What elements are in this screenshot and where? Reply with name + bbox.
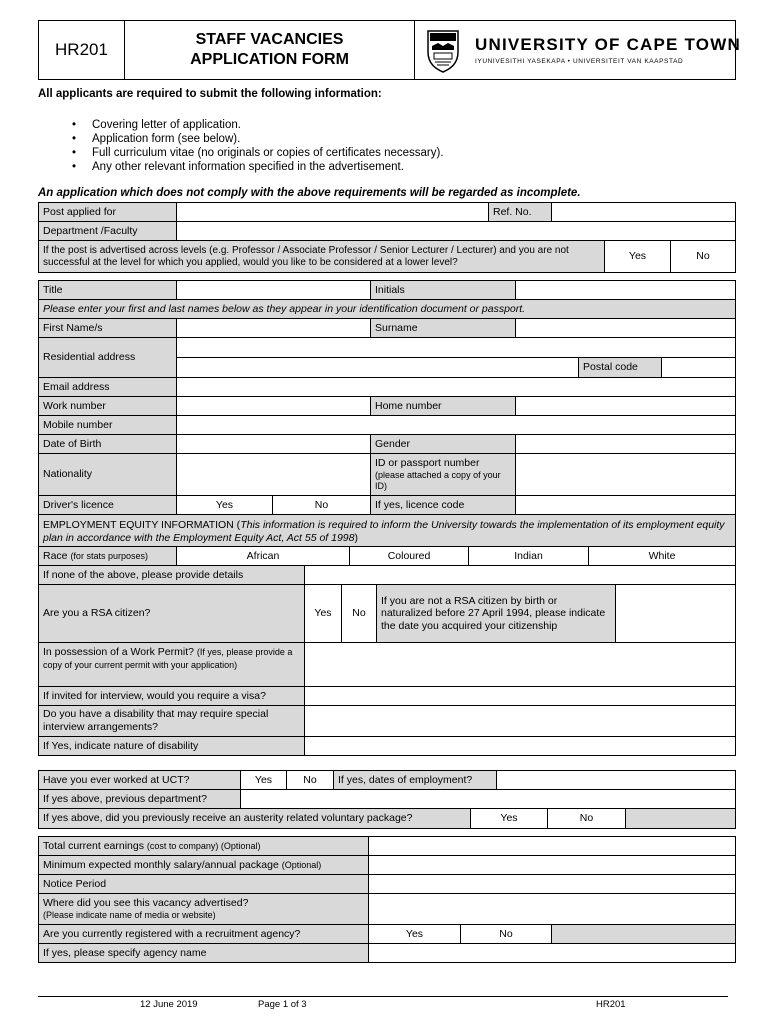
min-salary-label <box>38 855 369 875</box>
university-subtitle: IYUNIVESITHI YASEKAPA • UNIVERSITEIT VAN KAAPSTAD <box>475 58 684 65</box>
dob-field[interactable] <box>176 434 371 454</box>
form-code: HR201 <box>55 40 108 59</box>
ee-title: EMPLOYMENT EQUITY INFORMATION ( <box>43 519 241 531</box>
list-item: • Full curriculum vitae (no originals or copies of certificates necessary). <box>72 147 444 159</box>
warning-text: An application which does not comply with the above requirements will be regarded as incomplete. <box>38 187 581 199</box>
disability-nature-field[interactable] <box>304 736 736 756</box>
footer-date: 12 June 2019 <box>140 999 198 1010</box>
form-code-box <box>38 20 125 80</box>
post-applied-field[interactable] <box>176 202 489 222</box>
work-number-label: Work number <box>38 396 177 416</box>
first-name-label: First Name/s <box>38 318 177 338</box>
surname-field[interactable] <box>515 318 736 338</box>
work-permit-note: (If yes, please provide a copy of your current permit with your application) <box>43 647 293 670</box>
drivers-licence-no[interactable]: No <box>272 495 371 515</box>
university-name: UNIVERSITY OF CAPE TOWN <box>475 35 741 54</box>
lower-level-yes[interactable]: Yes <box>604 240 671 273</box>
residential-address-field-1[interactable] <box>176 337 736 358</box>
department-label: Department /Faculty <box>38 221 177 241</box>
employment-dates-label: If yes, dates of employment? <box>333 770 497 790</box>
worked-uct-yes[interactable]: Yes <box>240 770 287 790</box>
lower-level-question: If the post is advertised across levels (e.g. Professor / Associate Professor / Senior Lecturer / Lecturer) and you are not successful at the level for which you applied, would you like to be considered at a lower level? <box>38 240 605 273</box>
earnings-field[interactable] <box>368 836 736 856</box>
visa-field[interactable] <box>304 686 736 706</box>
work-permit-title: In possession of a Work Permit? <box>43 646 194 658</box>
earnings-note: (cost to company) (Optional) <box>146 840 261 851</box>
previous-department-label: If yes above, previous department? <box>38 789 241 809</box>
work-permit-field[interactable] <box>304 642 736 687</box>
title-line-1: STAFF VACANCIES <box>195 31 344 48</box>
min-salary-title: Minimum expected monthly salary/annual package <box>43 858 279 871</box>
mobile-number-field[interactable] <box>176 415 736 435</box>
citizenship-date-label: If you are not a RSA citizen by birth or naturalized before 27 April 1994, please indicate the date you acquired your citizenship <box>376 584 616 643</box>
nationality-label: Nationality <box>38 453 177 496</box>
notice-period-field[interactable] <box>368 874 736 894</box>
race-white[interactable]: White <box>588 546 736 566</box>
previous-department-field[interactable] <box>240 789 736 809</box>
gender-label: Gender <box>370 434 516 454</box>
employment-equity-header <box>38 514 736 547</box>
visa-label: If invited for interview, would you require a visa? <box>38 686 305 706</box>
race-indian[interactable]: Indian <box>468 546 589 566</box>
work-permit-label <box>38 642 305 687</box>
min-salary-field[interactable] <box>368 855 736 875</box>
recruitment-agency-yes[interactable]: Yes <box>368 924 461 944</box>
requirements-list <box>72 118 444 174</box>
race-coloured[interactable]: Coloured <box>349 546 469 566</box>
residential-address-field-2[interactable] <box>176 357 579 378</box>
id-number-field[interactable] <box>515 453 736 496</box>
worked-uct-no[interactable]: No <box>286 770 334 790</box>
vacancy-source-title: Where did you see this vacancy advertised? <box>43 897 249 910</box>
id-number-label <box>370 453 516 496</box>
post-applied-label: Post applied for <box>38 202 177 222</box>
race-note: (for stats purposes) <box>70 550 148 561</box>
earnings-title: Total current earnings <box>43 839 144 852</box>
notice-period-label: Notice Period <box>38 874 369 894</box>
race-other-label: If none of the above, please provide details <box>38 565 305 585</box>
rsa-citizen-label: Are you a RSA citizen? <box>38 584 305 643</box>
drivers-licence-label: Driver's licence <box>38 495 177 515</box>
list-item: • Covering letter of application. <box>72 119 241 131</box>
race-other-field[interactable] <box>304 565 736 585</box>
email-field[interactable] <box>176 377 736 397</box>
ee-close: ) <box>354 531 358 544</box>
recruitment-agency-no[interactable]: No <box>460 924 552 944</box>
initials-field[interactable] <box>515 280 736 300</box>
min-salary-note: (Optional) <box>281 859 322 870</box>
citizenship-date-field[interactable] <box>615 584 736 643</box>
residential-address-label: Residential address <box>38 337 177 378</box>
title-line-2: APPLICATION FORM <box>190 51 349 68</box>
intro-text: All applicants are required to submit the following information: <box>38 88 382 100</box>
home-number-label: Home number <box>370 396 516 416</box>
university-logo-box <box>414 20 741 80</box>
licence-code-field[interactable] <box>515 495 736 515</box>
mobile-number-label: Mobile number <box>38 415 177 435</box>
ref-no-field[interactable] <box>551 202 736 222</box>
race-african[interactable]: African <box>176 546 350 566</box>
austerity-package-no[interactable]: No <box>547 808 626 829</box>
dob-label: Date of Birth <box>38 434 177 454</box>
uct-crest-icon <box>426 28 460 74</box>
vacancy-source-label <box>38 893 369 925</box>
agency-name-label: If yes, please specify agency name <box>38 943 369 963</box>
title-label: Title <box>38 280 177 300</box>
rsa-citizen-yes[interactable]: Yes <box>304 584 342 643</box>
id-number-note: (please attached a copy of your ID) <box>375 470 501 491</box>
agency-name-field[interactable] <box>368 943 736 963</box>
postal-code-field[interactable] <box>661 357 736 378</box>
drivers-licence-yes[interactable]: Yes <box>176 495 273 515</box>
names-note: Please enter your first and last names below as they appear in your identification document or passport. <box>38 299 736 319</box>
recruitment-agency-label: Are you currently registered with a recruitment agency? <box>38 924 369 944</box>
work-number-field[interactable] <box>176 396 371 416</box>
vacancy-source-note: (Please indicate name of media or website) <box>43 909 216 920</box>
home-number-field[interactable] <box>515 396 736 416</box>
disability-field[interactable] <box>304 705 736 737</box>
race-title: Race <box>43 549 68 562</box>
vacancy-source-field[interactable] <box>368 893 736 925</box>
lower-level-no[interactable]: No <box>670 240 736 273</box>
rsa-citizen-no[interactable]: No <box>341 584 377 643</box>
race-label <box>38 546 177 566</box>
recruitment-agency-blank <box>551 924 736 944</box>
id-number-title: ID or passport number <box>375 457 480 470</box>
list-item: • Any other relevant information specified in the advertisement. <box>72 161 404 173</box>
email-label: Email address <box>38 377 177 397</box>
gender-field[interactable] <box>515 434 736 454</box>
earnings-label <box>38 836 369 856</box>
title-field[interactable] <box>176 280 371 300</box>
nationality-field[interactable] <box>176 453 371 496</box>
ee-note: This information is required to inform the University towards the implementation of its employment equity plan in accordance with the Employment Equity Act, Act 55 of 1998 <box>43 519 725 544</box>
form-title <box>124 20 415 80</box>
employment-dates-field[interactable] <box>496 770 736 790</box>
austerity-package-label: If yes above, did you previously receive an austerity related voluntary package? <box>38 808 471 829</box>
austerity-package-blank <box>625 808 736 829</box>
initials-label: Initials <box>370 280 516 300</box>
disability-label: Do you have a disability that may require special interview arrangements? <box>38 705 305 737</box>
postal-code-label: Postal code <box>578 357 662 378</box>
list-item: • Application form (see below). <box>72 133 241 145</box>
licence-code-label: If yes, licence code <box>370 495 516 515</box>
first-name-field[interactable] <box>176 318 371 338</box>
disability-nature-label: If Yes, indicate nature of disability <box>38 736 305 756</box>
footer-divider <box>38 996 728 997</box>
footer-page: Page 1 of 3 <box>258 999 307 1010</box>
austerity-package-yes[interactable]: Yes <box>470 808 548 829</box>
ref-no-label: Ref. No. <box>488 202 552 222</box>
surname-label: Surname <box>370 318 516 338</box>
footer-code: HR201 <box>596 999 626 1010</box>
department-field[interactable] <box>176 221 736 241</box>
worked-uct-label: Have you ever worked at UCT? <box>38 770 241 790</box>
